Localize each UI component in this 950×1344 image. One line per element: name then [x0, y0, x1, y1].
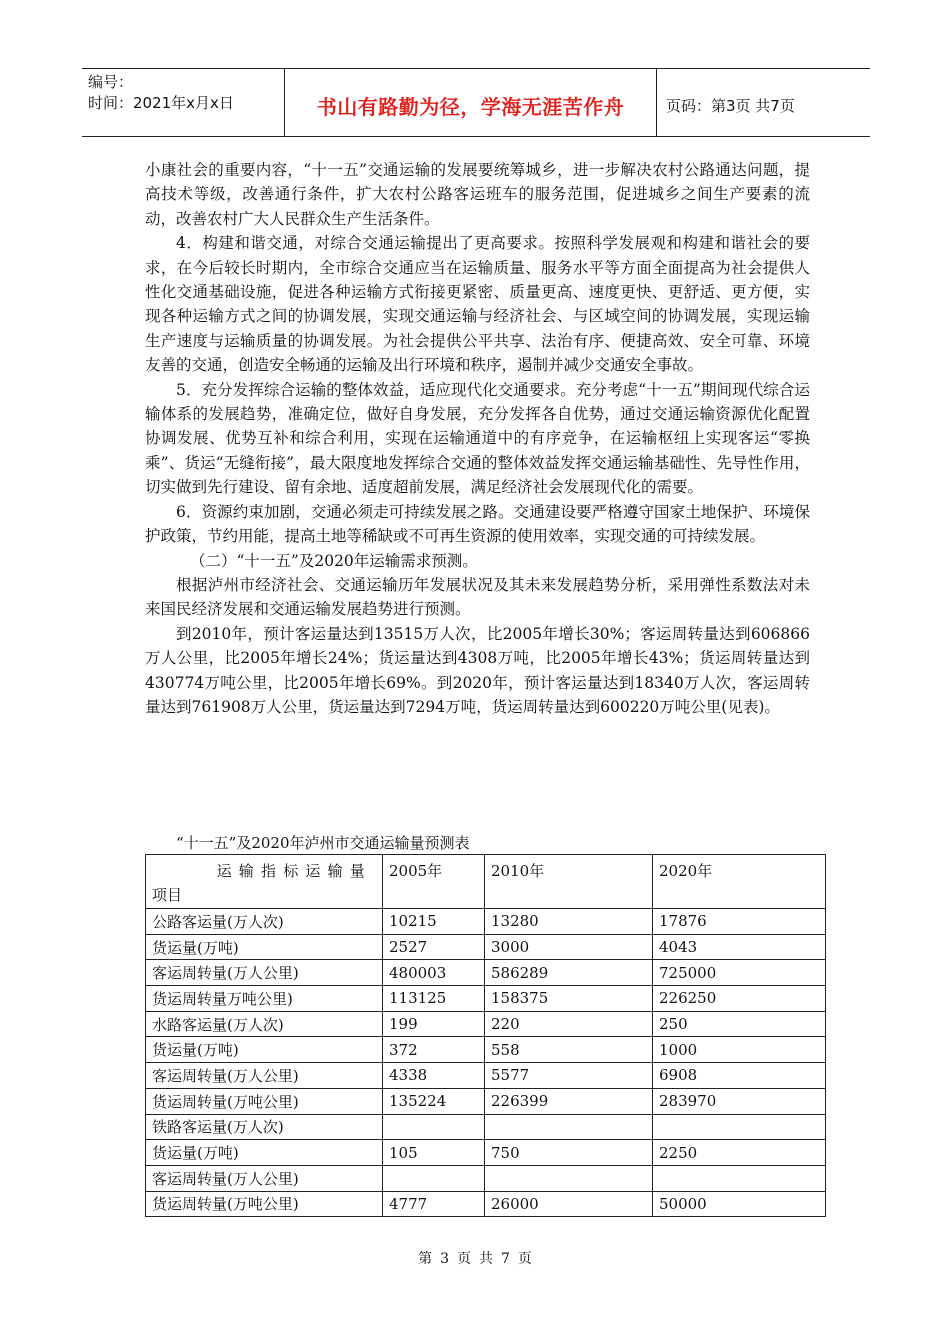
cell	[383, 1114, 485, 1140]
paragraph: 根据泸州市经济社会、交通运输历年发展状况及其未来发展趋势分析，采用弹性系数法对未来国民经济发展和交通运输发展趋势进行预测。	[145, 575, 810, 619]
page-header	[82, 68, 870, 137]
cell	[485, 1165, 653, 1191]
cell: 220	[485, 1011, 653, 1037]
cell: 17876	[653, 909, 826, 935]
cell: 6908	[653, 1063, 826, 1089]
table-row	[146, 1063, 826, 1089]
header-divider	[656, 69, 657, 136]
cell: 4777	[383, 1191, 485, 1217]
cell: 480003	[383, 960, 485, 986]
cell: 26000	[485, 1191, 653, 1217]
row-label: 货运量(万吨)	[146, 934, 383, 960]
row-label: 水路客运量(万人次)	[146, 1011, 383, 1037]
cell: 158375	[485, 986, 653, 1012]
date-line: 时间：2021年x月x日	[88, 94, 234, 112]
cell: 750	[485, 1140, 653, 1166]
table-row	[146, 1011, 826, 1037]
header-cell: 2005年	[383, 855, 485, 909]
footer-gong: 共	[479, 1251, 493, 1267]
cell: 10215	[383, 909, 485, 935]
table-row	[146, 986, 826, 1012]
header-label-line2: 项目	[152, 886, 183, 904]
cell: 2250	[653, 1140, 826, 1166]
cell: 558	[485, 1037, 653, 1063]
cell: 372	[383, 1037, 485, 1063]
header-motto: 书山有路勤为径，学海无涯苦作舟	[316, 95, 625, 119]
table-row	[146, 1140, 826, 1166]
cell: 13280	[485, 909, 653, 935]
table-row	[146, 934, 826, 960]
cell	[653, 1114, 826, 1140]
cell: 586289	[485, 960, 653, 986]
footer-di: 第	[418, 1251, 433, 1267]
header-cell	[146, 855, 383, 909]
footer-ye2: 页	[517, 1251, 532, 1267]
paragraph: 4．构建和谐交通，对综合交通运输提出了更高要求。按照科学发展观和构建和谐社会的要求，在今后较长时期内，全市综合交通应当在运输质量、服务水平等方面全面提高为社会提供人性化交通基础设施，促进各种运输方式衔接更紧密、质量更高、速度更快、更舒适、更方便，实现各种运输方式之间的协调发展，实现交通运输与经济社会、与区域空间的协调发展，实现运输生产速度与运输质量的协调发展。为社会提供公平共享、法治有序、便捷高效、安全可靠、环境友善的交通，创造安全畅通的运输及出行环境和秩序，遏制并减少交通安全事故。	[145, 234, 810, 375]
cell: 50000	[653, 1191, 826, 1217]
table-header-row	[146, 855, 826, 909]
body-text	[145, 158, 810, 719]
cell: 283970	[653, 1088, 826, 1114]
header-meta	[88, 72, 284, 114]
cell: 3000	[485, 934, 653, 960]
paragraph: 5．充分发挥综合运输的整体效益，适应现代化交通要求。充分考虑“十一五”期间现代综合运输体系的发展趋势，准确定位，做好自身发展，充分发挥各自优势，通过交通运输资源优化配置协调发展、优势互补和综合利用，实现在运输通道中的有序竞争，在运输枢纽上实现客运“零换乘”、货运“无缝衔接”，最大限度地发挥综合交通的整体效益发挥交通运输基础性、先导性作用，切实做到先行建设、留有余地、适度超前发展，满足经济社会发展现代化的需要。	[145, 380, 810, 497]
row-label: 货运周转量万吨公里)	[146, 986, 383, 1012]
footer-ye: 页	[457, 1251, 471, 1267]
cell: 4338	[383, 1063, 485, 1089]
cell: 5577	[485, 1063, 653, 1089]
table-row	[146, 1191, 826, 1217]
table-row	[146, 960, 826, 986]
forecast-table	[145, 854, 826, 1217]
cell: 4043	[653, 934, 826, 960]
table-row	[146, 1165, 826, 1191]
table-row	[146, 1088, 826, 1114]
paragraph: 6．资源约束加剧，交通必须走可持续发展之路。交通建设要严格遵守国家土地保护、环境保护政策，节约用能，提高土地等稀缺或不可再生资源的使用效率，实现交通的可持续发展。	[145, 502, 810, 546]
cell: 113125	[383, 986, 485, 1012]
cell: 226399	[485, 1088, 653, 1114]
table-row	[146, 1114, 826, 1140]
table-title: “十一五”及2020年泸州市交通运输量预测表	[176, 834, 470, 852]
cell: 1000	[653, 1037, 826, 1063]
section-heading: （二）“十一五”及2020年运输需求预测。	[190, 551, 478, 570]
row-label: 货运周转量(万吨公里)	[146, 1088, 383, 1114]
cell	[485, 1114, 653, 1140]
page-footer	[0, 1248, 950, 1268]
row-label: 客运周转量(万人公里)	[146, 1165, 383, 1191]
header-label-line1: 运输指标运输量	[216, 862, 372, 880]
paragraph: 到2010年，预计客运量达到13515万人次，比2005年增长30%；客运周转量达到606866万人公里，比2005年增长24%；货运量达到4308万吨，比2005年增长43%；货运周转量达到430774万吨公里，比2005年增长69%。到2020年，预计客运量达到18340万人次，客运周转量达到761908万人公里，货运量达到7294万吨，货运周转量达到600220万吨公里(见表)。	[145, 624, 810, 716]
header-page-info: 页码：第3页 共7页	[666, 97, 795, 115]
row-label: 铁路客运量(万人次)	[146, 1114, 383, 1140]
footer-page-number: 3	[440, 1251, 449, 1267]
row-label: 客运周转量(万人公里)	[146, 960, 383, 986]
cell: 105	[383, 1140, 485, 1166]
cell	[653, 1165, 826, 1191]
cell: 725000	[653, 960, 826, 986]
table-row	[146, 1037, 826, 1063]
row-label: 货运量(万吨)	[146, 1037, 383, 1063]
row-label: 公路客运量(万人次)	[146, 909, 383, 935]
row-label: 货运量(万吨)	[146, 1140, 383, 1166]
footer-total-pages: 7	[501, 1251, 510, 1267]
serial-label: 编号：	[88, 73, 134, 91]
row-label: 货运周转量(万吨公里)	[146, 1191, 383, 1217]
cell	[383, 1165, 485, 1191]
cell: 250	[653, 1011, 826, 1037]
header-cell: 2020年	[653, 855, 826, 909]
cell: 135224	[383, 1088, 485, 1114]
paragraph: 小康社会的重要内容，“十一五”交通运输的发展要统筹城乡，进一步解决农村公路通达问题，提高技术等级，改善通行条件，扩大农村公路客运班车的服务范围，促进城乡之间生产要素的流动，改善农村广大人民群众生产生活条件。	[145, 161, 810, 228]
row-label: 客运周转量(万人公里)	[146, 1063, 383, 1089]
cell: 226250	[653, 986, 826, 1012]
header-cell: 2010年	[485, 855, 653, 909]
table-row	[146, 909, 826, 935]
cell: 199	[383, 1011, 485, 1037]
cell: 2527	[383, 934, 485, 960]
